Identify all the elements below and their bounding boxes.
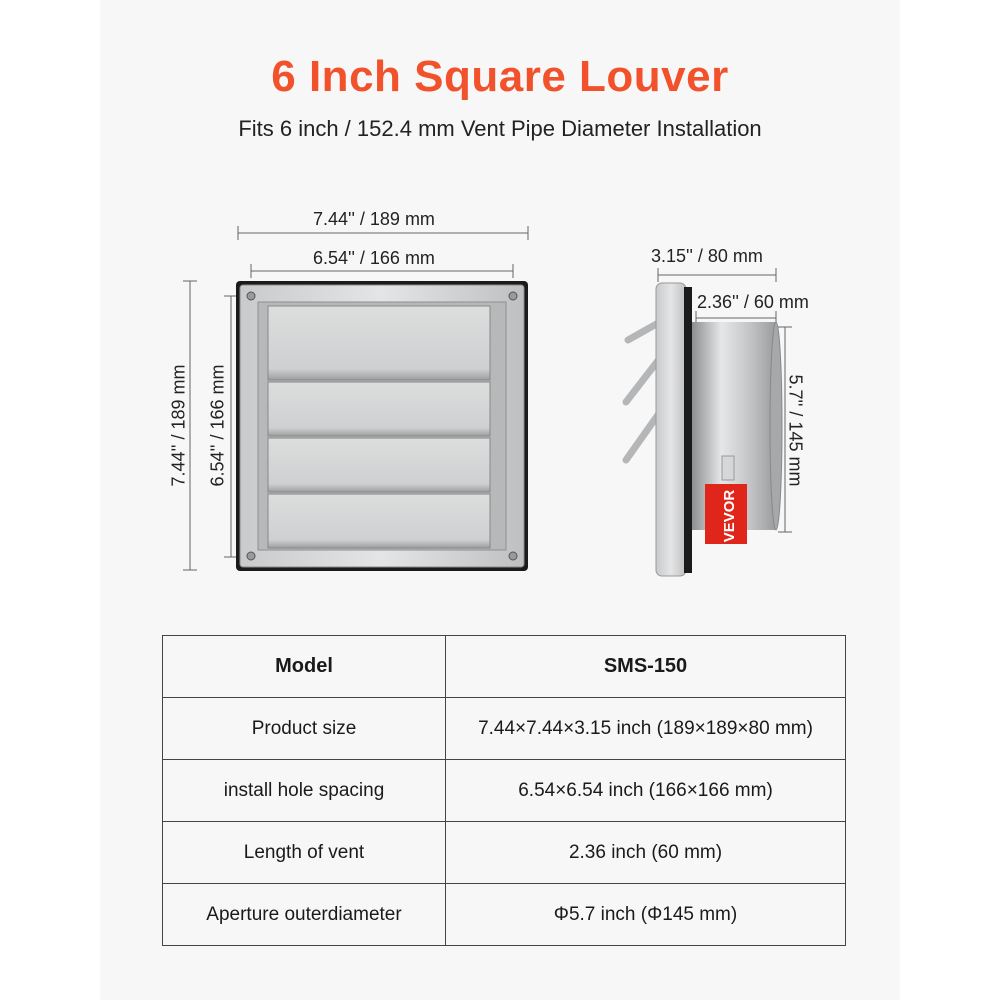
- brand-label: VEVOR: [721, 489, 738, 543]
- row-label: Length of vent: [163, 822, 446, 884]
- louver-front-view: [236, 281, 528, 571]
- side-depth-label: 3.15'' / 80 mm: [651, 246, 763, 266]
- row-value: 6.54×6.54 inch (166×166 mm): [446, 760, 846, 822]
- row-label: install hole spacing: [163, 760, 446, 822]
- side-aperture-label: 5.7'' / 145 mm: [785, 374, 806, 487]
- front-hole-height-label: 6.54'' / 166 mm: [207, 364, 228, 487]
- table-row: [163, 760, 846, 822]
- row-label: Product size: [163, 698, 446, 760]
- table-row: [163, 698, 846, 760]
- front-hole-width-label: 6.54'' / 166 mm: [313, 248, 435, 268]
- row-value: 2.36 inch (60 mm): [446, 822, 846, 884]
- row-label: Aperture outerdiameter: [163, 884, 446, 946]
- table-row: [163, 822, 846, 884]
- table-row: [163, 884, 846, 946]
- page-subtitle: Fits 6 inch / 152.4 mm Vent Pipe Diameter Installation: [238, 116, 762, 141]
- front-overall-width-label: 7.44'' / 189 mm: [313, 209, 435, 229]
- row-value: 7.44×7.44×3.15 inch (189×189×80 mm): [446, 698, 846, 760]
- front-overall-height-label: 7.44'' / 189 mm: [168, 364, 189, 487]
- header-cell-label: Model: [163, 636, 446, 698]
- table-header-row: [163, 636, 846, 698]
- header-cell-value: SMS-150: [446, 636, 846, 698]
- row-value: Φ5.7 inch (Φ145 mm): [446, 884, 846, 946]
- side-vent-length-label: 2.36'' / 60 mm: [697, 292, 809, 312]
- specs-table: [162, 635, 846, 946]
- louver-side-view: [626, 283, 782, 576]
- page-title: 6 Inch Square Louver: [271, 52, 729, 101]
